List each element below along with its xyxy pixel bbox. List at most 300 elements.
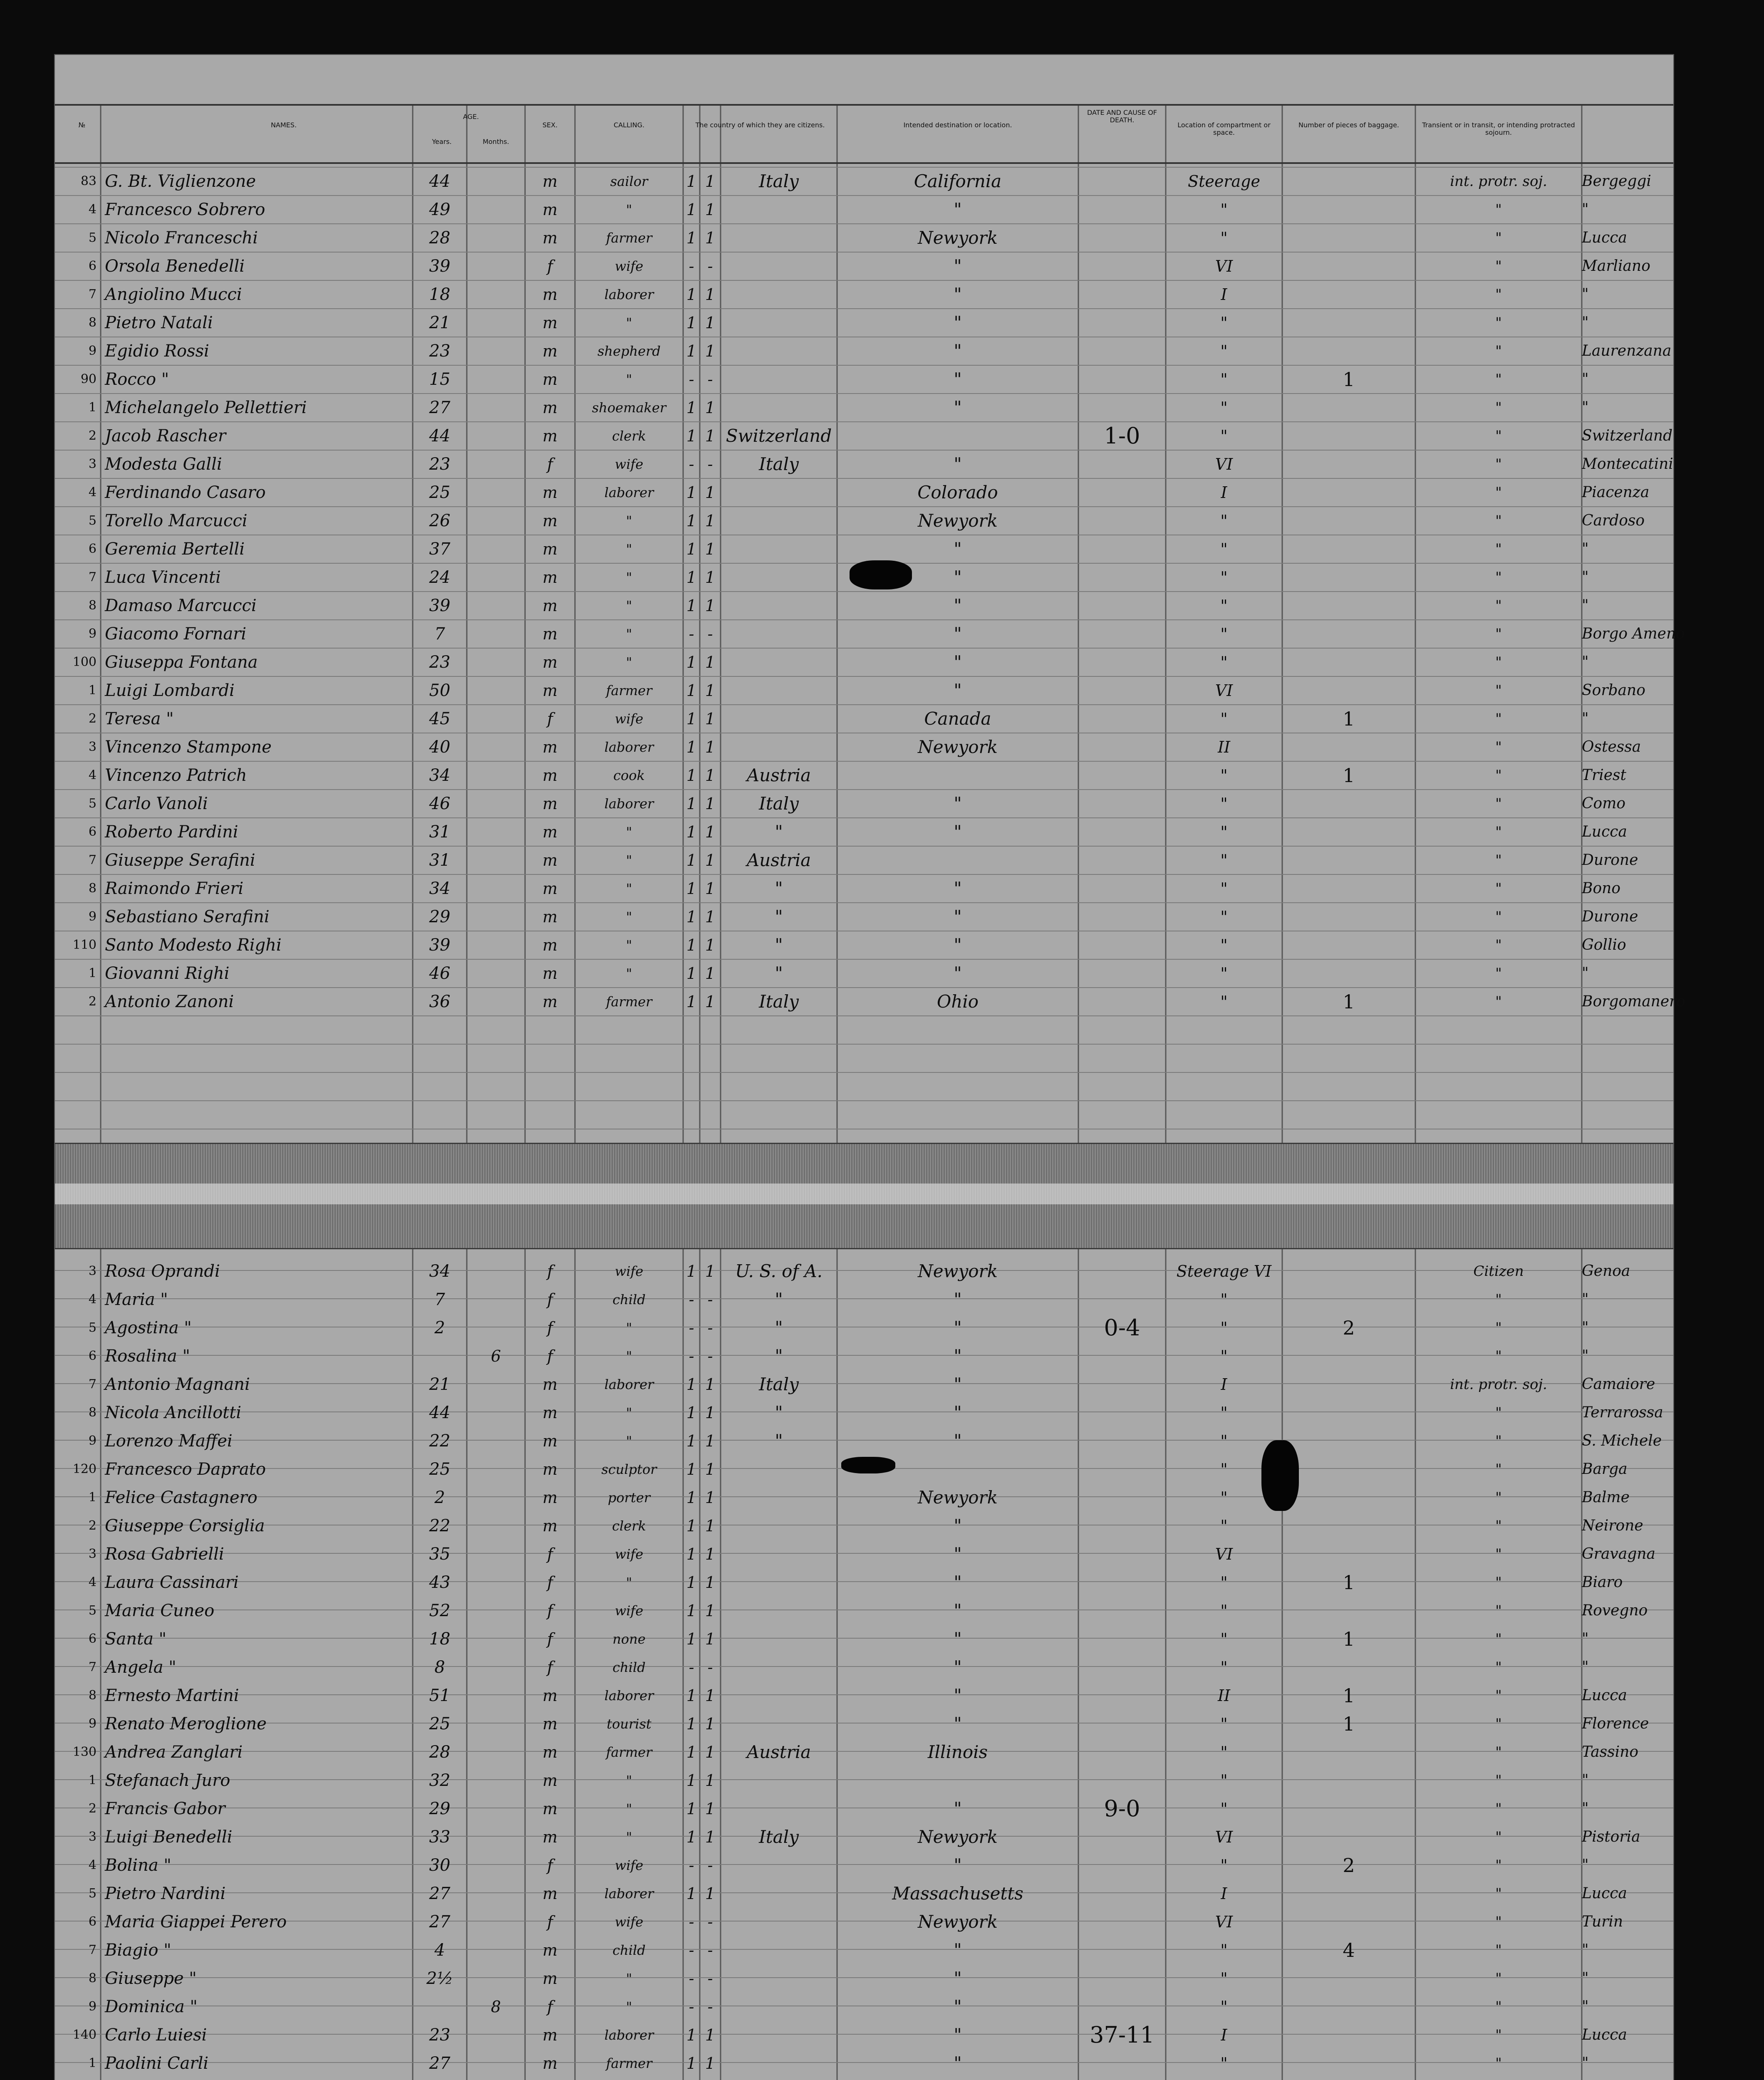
tally-mark: - — [707, 455, 713, 473]
date-of-death — [1078, 620, 1166, 648]
tally-mark: - — [689, 1998, 694, 2016]
baggage-count: 2 — [1343, 1854, 1355, 1877]
citizenship — [721, 563, 837, 592]
sex: f — [547, 1602, 553, 1620]
compartment: " — [1220, 1460, 1228, 1478]
age-months — [467, 1540, 525, 1568]
age-years: 2 — [434, 1488, 445, 1507]
baggage-count — [1282, 1427, 1415, 1455]
ink-blot — [841, 1457, 895, 1473]
tally-mark: 1 — [686, 1630, 697, 1648]
compartment: " — [1220, 653, 1228, 671]
age-years: 30 — [429, 1856, 451, 1875]
row-number: 6 — [88, 1632, 97, 1646]
residence: Barga — [1582, 1461, 1628, 1478]
date-of-death — [1078, 1681, 1166, 1710]
compartment: " — [1220, 1602, 1228, 1620]
citizenship — [721, 1710, 837, 1738]
transient-status: " — [1495, 343, 1502, 359]
sex: m — [542, 1969, 558, 1988]
age-months — [467, 733, 525, 761]
table-row — [55, 620, 1685, 648]
tally-mark: 1 — [686, 314, 697, 332]
destination: " — [954, 1402, 962, 1423]
transient-status: " — [1495, 993, 1502, 1010]
passenger-name: Rosa Gabrielli — [105, 1545, 224, 1564]
calling: laborer — [604, 739, 654, 755]
passenger-name: Jacob Rascher — [105, 426, 226, 446]
passenger-name: Carlo Vanoli — [105, 794, 208, 813]
destination: Newyork — [917, 1487, 998, 1508]
residence: " — [1582, 654, 1589, 671]
tally-mark: 1 — [686, 1262, 697, 1280]
age-months — [467, 450, 525, 478]
tally-mark: - — [707, 1969, 713, 1988]
row-number: 3 — [88, 740, 97, 754]
age-years: 40 — [429, 738, 451, 757]
sex: m — [542, 568, 558, 587]
transient-status: " — [1495, 1914, 1502, 1930]
transient-status — [1415, 2078, 1582, 2080]
passenger-name: Roberto Pardini — [105, 822, 238, 842]
transient-status: " — [1495, 626, 1502, 642]
table-row — [55, 733, 1673, 761]
tally-mark: 1 — [705, 1828, 716, 1846]
citizenship: " — [775, 1346, 783, 1366]
calling: " — [626, 315, 632, 331]
sex: m — [542, 795, 558, 813]
tally-mark: 1 — [705, 427, 716, 445]
sex: f — [547, 455, 553, 473]
transient-status: " — [1495, 399, 1502, 416]
baggage-count: 1 — [1343, 1571, 1355, 1594]
age-months — [467, 1427, 525, 1455]
row-number: 6 — [88, 825, 97, 839]
age-months — [467, 309, 525, 337]
transient-status: " — [1495, 1998, 1502, 2015]
tally-mark: 1 — [705, 399, 716, 417]
residence: Florence — [1582, 1715, 1649, 1732]
calling: clerk — [612, 428, 646, 444]
age-months — [467, 252, 525, 280]
table-row — [55, 1483, 1673, 1512]
passenger-name: Francis Gabor — [105, 1799, 225, 1818]
citizenship — [721, 2021, 837, 2049]
sex: m — [542, 1488, 558, 1507]
tally-mark: 1 — [686, 229, 697, 247]
transient-status: " — [1495, 258, 1502, 275]
tally-mark: 1 — [705, 1715, 716, 1733]
date-of-death: 9-0 — [1104, 1795, 1140, 1822]
transient-status: " — [1495, 1829, 1502, 1845]
tally-mark: 1 — [705, 1686, 716, 1705]
date-of-death — [1078, 1512, 1166, 1540]
citizenship: " — [775, 935, 783, 955]
sex: m — [542, 851, 558, 869]
tally-mark: 1 — [705, 512, 716, 530]
transient-status: " — [1495, 852, 1502, 869]
table-row — [55, 2078, 1673, 2080]
table-row — [55, 1710, 1673, 1738]
residence: Triest — [1582, 767, 1626, 784]
table-row — [55, 1342, 1673, 1370]
citizenship — [721, 676, 837, 705]
baggage-count — [1282, 959, 1415, 988]
passenger-name: Maria Giappei Perero — [105, 1912, 287, 1931]
destination: " — [954, 652, 962, 672]
row-number: 7 — [88, 287, 97, 302]
baggage-count — [1282, 422, 1415, 450]
row-number: 100 — [72, 655, 97, 669]
passenger-name: Teresa " — [105, 709, 174, 728]
row-number: 9 — [88, 909, 97, 924]
residence: Gollio — [1582, 936, 1626, 953]
calling: shoemaker — [592, 400, 666, 416]
row-number: 2 — [88, 1518, 97, 1533]
tally-mark: - — [707, 1319, 713, 1337]
tally-mark: 1 — [686, 483, 697, 502]
row-number: 1 — [88, 966, 97, 981]
destination: Massachusetts — [892, 1883, 1023, 1904]
date-of-death — [1078, 705, 1166, 733]
compartment: " — [1220, 1404, 1228, 1422]
header-country: The country of which they are citizens. — [695, 121, 825, 129]
age-years: 46 — [429, 964, 451, 983]
baggage-count — [1282, 224, 1415, 252]
compartment: " — [1220, 2054, 1228, 2073]
residence: Marliano — [1582, 258, 1650, 275]
tally-mark: - — [707, 1913, 713, 1931]
residence: " — [1582, 201, 1589, 218]
baggage-count — [1282, 620, 1415, 648]
date-of-death — [1078, 874, 1166, 903]
residence: " — [1582, 569, 1589, 586]
tally-mark: 1 — [686, 1404, 697, 1422]
age-months — [467, 1455, 525, 1483]
citizenship — [721, 1936, 837, 1964]
sex: m — [542, 342, 558, 360]
tally-mark: 1 — [705, 1630, 716, 1648]
sex: m — [542, 1884, 558, 1903]
age-years — [413, 1993, 467, 2021]
calling: " — [626, 202, 632, 218]
age-months — [467, 1823, 525, 1851]
date-of-death — [1078, 1540, 1166, 1568]
sex: m — [542, 993, 558, 1011]
passenger-name: Laura Cassinari — [105, 1573, 239, 1592]
tally-mark: 1 — [686, 993, 697, 1011]
residence — [1582, 2078, 1673, 2080]
compartment: " — [1220, 1658, 1228, 1676]
compartment: " — [1220, 795, 1228, 813]
row-number: 4 — [88, 1858, 97, 1872]
table-row — [55, 1314, 1673, 1342]
passenger-name: Stefanach Juro — [105, 1771, 230, 1790]
age-years: 44 — [429, 426, 451, 446]
sex — [525, 2078, 575, 2080]
baggage-count — [1282, 648, 1415, 676]
sex: m — [542, 964, 558, 983]
transient-status: " — [1495, 909, 1502, 925]
row-number: 3 — [88, 1547, 97, 1561]
transient-status: " — [1495, 1744, 1502, 1761]
table-row — [55, 1370, 1673, 1399]
header-names: NAMES. — [270, 121, 297, 129]
age-months — [467, 988, 525, 1016]
age-years: 22 — [429, 1516, 451, 1535]
destination — [837, 846, 1078, 874]
age-months — [467, 394, 525, 422]
passenger-name: Renato Meroglione — [105, 1714, 267, 1733]
citizenship: Austria — [746, 1742, 811, 1762]
tally-mark: 1 — [705, 936, 716, 954]
passenger-name: Antonio Magnani — [105, 1375, 250, 1394]
table-row — [55, 252, 1673, 280]
compartment: I — [1221, 285, 1227, 304]
tally-mark: 1 — [705, 993, 716, 1011]
table-row — [55, 959, 1673, 988]
age-months — [467, 2049, 525, 2078]
residence: " — [1582, 1659, 1589, 1676]
compartment: II — [1217, 738, 1231, 756]
compartment: " — [1220, 1347, 1228, 1365]
age-months — [467, 2021, 525, 2049]
compartment: " — [1220, 879, 1228, 898]
transient-status: " — [1495, 513, 1502, 529]
passenger-name — [105, 2078, 429, 2080]
destination: " — [954, 624, 962, 644]
table-row — [55, 931, 1673, 959]
compartment: " — [1220, 1432, 1228, 1450]
transient-status: " — [1495, 1546, 1502, 1562]
transient-status: " — [1495, 1800, 1502, 1817]
transient-status: " — [1495, 1433, 1502, 1449]
row-number: 4 — [88, 485, 97, 500]
table-row — [55, 592, 1673, 620]
sex: m — [542, 512, 558, 530]
compartment: " — [1220, 1319, 1228, 1337]
calling: wife — [614, 456, 644, 472]
calling: " — [626, 1320, 632, 1336]
table-row — [55, 988, 1686, 1016]
table-row — [55, 365, 1673, 394]
tally-mark: - — [707, 1290, 713, 1309]
age-years: 23 — [429, 342, 451, 361]
passenger-name: Vincenzo Stampone — [105, 738, 272, 757]
row-number: 8 — [88, 598, 97, 613]
table-row — [55, 196, 1673, 224]
transient-status: " — [1495, 880, 1502, 897]
passenger-name: Modesta Galli — [105, 455, 222, 474]
age-months — [467, 1710, 525, 1738]
age-months — [467, 1314, 525, 1342]
manifest-sheet — [54, 54, 1686, 2080]
sex: m — [542, 2054, 558, 2073]
age-years: 31 — [429, 822, 451, 842]
age-years: 7 — [434, 1290, 445, 1309]
baggage-count: 1 — [1343, 990, 1355, 1013]
residence: Lucca — [1582, 1885, 1627, 1902]
transient-status: " — [1495, 1348, 1502, 1364]
citizenship — [721, 252, 837, 280]
tally-mark — [700, 2078, 721, 2080]
transient-status: " — [1495, 541, 1502, 557]
compartment: " — [1220, 1969, 1228, 1988]
transient-status: " — [1495, 1489, 1502, 1506]
tally-mark: 1 — [705, 540, 716, 558]
tally-mark: 1 — [686, 1800, 697, 1818]
tally-mark: 1 — [705, 568, 716, 587]
residence: Lucca — [1582, 229, 1627, 246]
age-months — [467, 1653, 525, 1681]
tally-mark: 1 — [686, 1602, 697, 1620]
age-years: 52 — [429, 1601, 451, 1620]
transient-status: " — [1495, 1518, 1502, 1534]
transient-status: " — [1495, 711, 1502, 727]
baggage-count — [1282, 1766, 1415, 1795]
baggage-count — [1282, 2021, 1415, 2049]
destination: " — [954, 1431, 962, 1451]
citizenship: " — [775, 963, 783, 983]
transient-status: " — [1495, 1857, 1502, 1874]
date-of-death — [1078, 167, 1166, 196]
residence: " — [1582, 1319, 1589, 1336]
baggage-count — [1282, 309, 1415, 337]
compartment: " — [1220, 1715, 1228, 1733]
passenger-name: Paolini Carli — [105, 2054, 209, 2073]
baggage-count — [1282, 592, 1415, 620]
passenger-name: Biagio " — [105, 1941, 171, 1960]
sex: m — [542, 738, 558, 756]
passenger-name: Vincenzo Patrich — [105, 766, 247, 785]
row-number: 7 — [88, 570, 97, 584]
calling: " — [626, 1971, 632, 1986]
date-of-death — [1078, 1653, 1166, 1681]
compartment: " — [1220, 625, 1228, 643]
age-months — [467, 592, 525, 620]
passenger-name: Pietro Natali — [105, 313, 213, 332]
destination: Colorado — [917, 482, 998, 503]
age-years: 34 — [429, 766, 451, 785]
tally-mark: 1 — [686, 512, 697, 530]
sex: f — [547, 1262, 553, 1280]
table-row — [55, 1625, 1673, 1653]
residence: Terrarossa — [1582, 1404, 1663, 1421]
tally-mark: 1 — [705, 342, 716, 360]
table-row — [55, 309, 1673, 337]
destination — [837, 1766, 1078, 1795]
calling: " — [626, 1829, 632, 1845]
sex: m — [542, 766, 558, 785]
header-no: № — [78, 121, 86, 129]
age-years: 43 — [429, 1573, 451, 1592]
passenger-name: Andrea Zanglari — [105, 1743, 243, 1762]
transient-status: " — [1495, 654, 1502, 671]
destination: " — [954, 1629, 962, 1649]
row-number: 5 — [88, 1886, 97, 1901]
age-months — [467, 224, 525, 252]
destination: " — [954, 1346, 962, 1366]
date-of-death — [1078, 1766, 1166, 1795]
transient-status: " — [1495, 1461, 1502, 1478]
compartment: I — [1221, 483, 1227, 502]
table-row — [55, 790, 1673, 818]
passenger-name: Nicola Ancillotti — [105, 1403, 242, 1422]
table-row — [55, 1879, 1673, 1908]
calling: child — [612, 1942, 646, 1958]
tally-mark: 1 — [705, 597, 716, 615]
table-row — [55, 1936, 1673, 1964]
age-years: 35 — [429, 1545, 451, 1564]
calling: " — [626, 1999, 632, 2015]
passenger-name: Geremia Bertelli — [105, 540, 245, 559]
table-row — [55, 1399, 1673, 1427]
row-number: 9 — [88, 1999, 97, 2014]
baggage-count — [1282, 790, 1415, 818]
passenger-name: Bolina " — [105, 1856, 171, 1875]
baggage-count — [1282, 280, 1415, 309]
age-months — [467, 1879, 525, 1908]
passenger-name: Giuseppa Fontana — [105, 653, 258, 672]
age-years: 39 — [429, 257, 451, 276]
citizenship: Switzerland — [726, 426, 832, 446]
table-row — [55, 450, 1673, 478]
age-years: 51 — [429, 1686, 451, 1705]
date-of-death — [1078, 1738, 1166, 1766]
row-number: 6 — [88, 259, 97, 273]
transient-status: " — [1495, 2055, 1502, 2072]
table-row — [55, 1738, 1673, 1766]
citizenship — [721, 648, 837, 676]
destination — [837, 422, 1078, 450]
date-of-death — [1078, 478, 1166, 507]
tally-mark: - — [707, 1658, 713, 1676]
sex: f — [547, 1658, 553, 1676]
age-years: 21 — [429, 1375, 451, 1394]
tally-mark: 1 — [705, 908, 716, 926]
transient-status: " — [1495, 456, 1502, 473]
tally-mark: 1 — [705, 1517, 716, 1535]
residence: Durone — [1582, 852, 1638, 869]
sex: m — [542, 1432, 558, 1450]
header-destination: Intended destination or location. — [903, 121, 1012, 129]
passenger-name: Felice Castagnero — [105, 1488, 258, 1507]
table-row — [55, 394, 1673, 422]
age-years: 2 — [434, 1318, 445, 1337]
transient-status: " — [1495, 1687, 1502, 1704]
transient-status: " — [1495, 1404, 1502, 1421]
sex: m — [542, 1375, 558, 1394]
age-months — [467, 1399, 525, 1427]
baggage-count — [1282, 337, 1415, 365]
calling: clerk — [612, 1518, 646, 1534]
age-months — [467, 535, 525, 563]
tally-mark: 1 — [705, 738, 716, 756]
calling: " — [626, 598, 632, 614]
table-row — [55, 1257, 1673, 1285]
calling: wife — [614, 1603, 644, 1619]
residence: Gravagna — [1582, 1545, 1655, 1562]
tally-mark: 1 — [705, 681, 716, 700]
calling: " — [626, 966, 632, 981]
destination: Illinois — [927, 1742, 988, 1762]
sex: m — [542, 1743, 558, 1761]
citizenship — [721, 2078, 837, 2080]
sex: f — [547, 1630, 553, 1648]
transient-status: " — [1495, 371, 1502, 388]
sex: f — [547, 1290, 553, 1309]
passenger-name: Santa " — [105, 1629, 167, 1649]
